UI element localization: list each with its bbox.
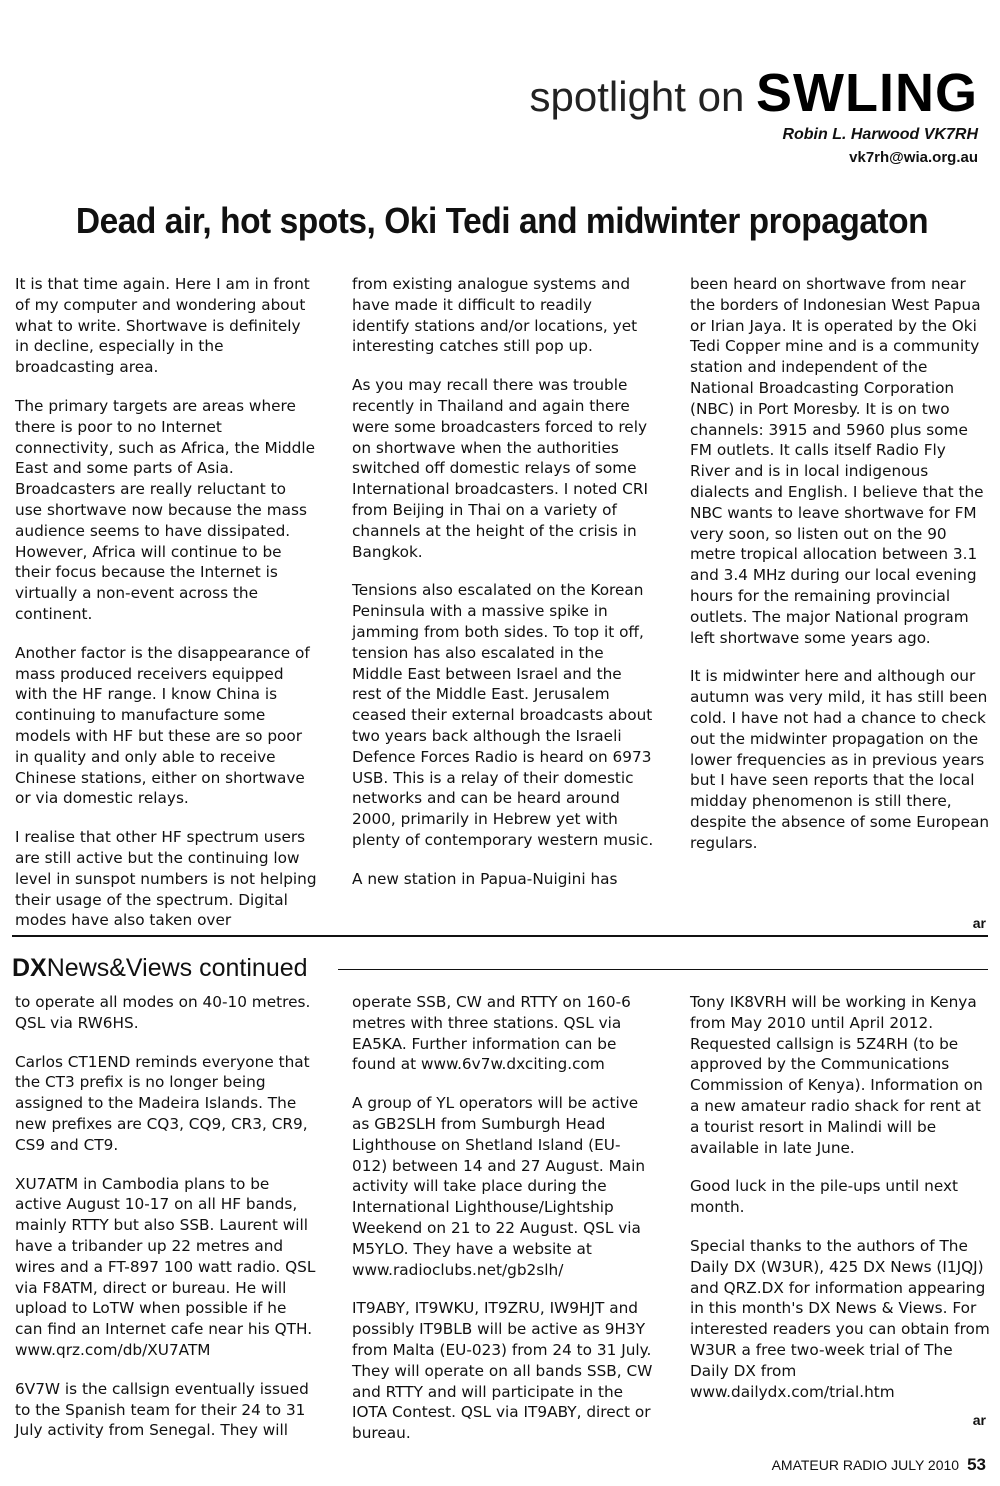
masthead	[529, 63, 978, 123]
page-footer	[772, 1455, 986, 1475]
author-email: vk7rh@wia.org.au	[849, 149, 978, 166]
article-column-1	[15, 274, 317, 949]
dx-title-bold: DX	[12, 954, 47, 982]
section-divider	[12, 935, 988, 937]
paragraph: IT9ABY, IT9WKU, IT9ZRU, IW9HJT and possibly IT9BLB will be active as 9H3Y from Malta (EU-023) from 24 to 31 July. They will operate on all bands SSB, CW and RTTY and will participate in the IOTA Contest. QSL via IT9ABY, direct or bureau.	[352, 1299, 653, 1443]
paragraph: Tensions also escalated on the Korean Peninsula with a massive spike in jamming from both sides. To top it off, tension has also escalated in the Middle East between Israel and the rest of the Middle East. Jerusalem ceased their external broadcasts about two years back although the Israeli Defence Forces Radio is heard on 6973 USB. This is a relay of their domestic networks and can be heard around 2000, primarily in Hebrew yet with plenty of contemporary western music.	[352, 581, 654, 849]
dx-end-mark: ar	[972, 1412, 986, 1428]
paragraph: A group of YL operators will be active as GB2SLH from Sumburgh Head Lighthouse on Shetland Island (EU-012) between 14 and 27 August. Main activity will take place during the International Lighthouse/Lightship Weekend on 21 to 22 August. QSL via M5YLO. They have a website at www.radioclubs.net/gb2slh/	[352, 1094, 646, 1279]
paragraph: As you may recall there was trouble recently in Thailand and again there were some broadcasters forced to rely on shortwave when the authorities switched off domestic relays of some International broadcasters. I noted CRI from Beijing in Thai on a variety of channels at the height of the crisis in Bangkok.	[352, 376, 648, 561]
article-column-2	[352, 274, 654, 908]
masthead-prefix: spotlight on	[529, 73, 745, 120]
paragraph: XU7ATM in Cambodia plans to be active August 10-17 on all HF bands, mainly RTTY but also SSB. Laurent will have a tribander up 22 metres and wires and a FT-897 100 watt radio. QSL via F8ATM, direct or bureau. He will upload to LoTW when possible if he can find an Internet cafe near his QTH. www.qrz.com/db/XU7ATM	[15, 1174, 316, 1359]
paragraph: A new station in Papua-Nuigini has	[352, 869, 618, 888]
paragraph: 6V7W is the callsign eventually issued to the Spanish team for their 24 to 31 July activity from Senegal. They will	[15, 1379, 309, 1440]
paragraph: to operate all modes on 40-10 metres. QSL via RW6HS.	[15, 993, 311, 1032]
masthead-title: SWLING	[756, 63, 978, 123]
paragraph: operate SSB, CW and RTTY on 160-6 metres with three stations. QSL via EA5KA. Further information can be found at www.6v7w.dxciting.com	[352, 993, 631, 1074]
dx-title-rest: News&Views continued	[46, 954, 308, 982]
dx-section-title	[12, 952, 308, 984]
footer-publication: AMATEUR RADIO JULY 2010	[771, 1457, 960, 1473]
article-column-3	[690, 274, 990, 872]
dx-column-2	[352, 992, 654, 1462]
dx-column-1	[15, 992, 317, 1459]
dx-title-rule	[338, 969, 988, 970]
paragraph: been heard on shortwave from near the borders of Indonesian West Papua or Irian Jaya. It is operated by the Oki Tedi Copper mine and is a community station and independent of the National Broadcasting Corporation (NBC) in Port Moresby. It is on two channels: 3915 and 5960 plus some FM outlets. It calls itself Radio Fly River and is in local indigenous dialects and English. I believe that the NBC wants to leave shortwave for FM very soon, so listen out on the 90 metre tropical allocation between 3.1 and 3.4 MHz during our local evening hours for the remaining provincial outlets. The major National program left shortwave some years ago.	[690, 275, 984, 647]
dx-column-3	[690, 992, 990, 1420]
article-end-mark: ar	[972, 915, 986, 931]
paragraph: Another factor is the disappearance of mass produced receivers equipped with the HF range. I know China is continuing to manufacture some models with HF but these are so poor in quality and only able to receive Chinese stations, either on shortwave or via domestic relays.	[15, 643, 310, 808]
paragraph: The primary targets are areas where there is poor to no Internet connectivity, such as Africa, the Middle East and some parts of Asia. Broadcasters are really reluctant to use shortwave now because the mass audience seems to have dissipated. However, Africa will continue to be their focus because the Internet is virtually a non-event across the continent.	[15, 396, 315, 623]
paragraph: from existing analogue systems and have made it difficult to readily identify stations and/or locations, yet interesting catches still pop up.	[352, 275, 638, 356]
paragraph: Tony IK8VRH will be working in Kenya from May 2010 until April 2012. Requested callsign is 5Z4RH (to be approved by the Communications Commission of Kenya). Information on a new amateur radio shack for rent at a tourist resort in Malindi will be available in late June.	[690, 993, 983, 1157]
paragraph: Special thanks to the authors of The Daily DX (W3UR), 425 DX News (I1JQJ) and QRZ.DX for information appearing in this month's DX News & Views. For interested readers you can obtain from W3UR a free two-week trial of The Daily DX from www.dailydx.com/trial.htm	[690, 1236, 990, 1401]
article-headline: Dead air, hot spots, Oki Tedi and midwinter propagaton	[75, 200, 929, 241]
paragraph: I realise that other HF spectrum users are still active but the continuing low level in sunspot numbers is not helping their usage of the spectrum. Digital modes have also taken over	[15, 828, 317, 930]
page-number: 53	[967, 1455, 986, 1474]
paragraph: Good luck in the pile-ups until next month.	[690, 1177, 959, 1217]
paragraph: It is midwinter here and although our autumn was very mild, it has still been cold. I have not had a chance to check out the midwinter propagation on the lower frequencies as in previous years but I have seen reports that the local midday phenomenon is still there, despite the absence of some European regulars.	[690, 667, 990, 852]
paragraph: It is that time again. Here I am in front of my computer and wondering about what to write. Shortwave is definitely in decline, especially in the broadcasting area.	[15, 275, 310, 377]
paragraph: Carlos CT1END reminds everyone that the CT3 prefix is no longer being assigned to the Madeira Islands. The new prefixes are CQ3, CQ9, CR3, CR9, CS9 and CT9.	[15, 1052, 310, 1154]
author-name: Robin L. Harwood VK7RH	[782, 126, 978, 143]
